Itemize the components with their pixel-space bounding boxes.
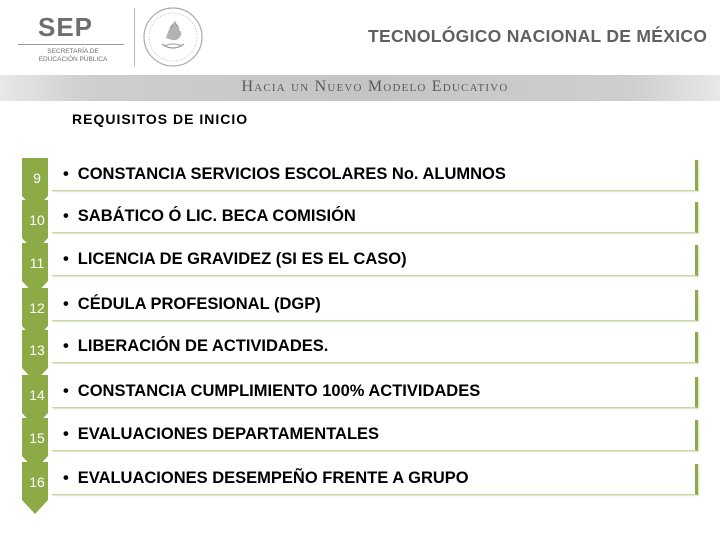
item-box	[52, 202, 698, 233]
item-box	[52, 245, 698, 276]
institution-title: TECNOLÓGICO NACIONAL DE MÉXICO	[368, 26, 708, 46]
sep-subtitle-line2: EDUCACIÓN PÚBLICA	[38, 56, 108, 63]
item-label: SABÁTICO Ó LIC. BECA COMISIÓN	[77, 207, 356, 225]
item-text: • EVALUACIONES DEPARTAMENTALES	[63, 425, 380, 443]
item-text: • CONSTANCIA CUMPLIMIENTO 100% ACTIVIDADES	[63, 382, 481, 400]
sep-logo-word: SEP	[38, 12, 94, 42]
item-text: • SABÁTICO Ó LIC. BECA COMISIÓN	[63, 207, 356, 225]
item-box	[52, 332, 698, 363]
item-number: 10	[29, 212, 45, 228]
item-text: • LIBERACIÓN DE ACTIVIDADES.	[63, 337, 329, 355]
item-text: • CÉDULA PROFESIONAL (DGP)	[63, 295, 321, 313]
item-text: • CONSTANCIA SERVICIOS ESCOLARES No. ALUMNOS	[63, 165, 506, 183]
item-label: CONSTANCIA SERVICIOS ESCOLARES No. ALUMNOS	[77, 165, 506, 183]
item-label: EVALUACIONES DEPARTAMENTALES	[77, 425, 380, 443]
item-label: LICENCIA DE GRAVIDEZ (SI ES EL CASO)	[77, 250, 407, 268]
item-box	[52, 420, 698, 451]
item-number: 16	[29, 474, 45, 490]
item-text: • EVALUACIONES DESEMPEÑO FRENTE A GRUPO	[63, 469, 469, 487]
item-label: LIBERACIÓN DE ACTIVIDADES.	[77, 337, 329, 355]
item-number: 12	[29, 300, 45, 316]
section-title: REQUISITOS DE INICIO	[72, 111, 249, 127]
banner-text: Hacia un Nuevo Modelo Educativo	[241, 78, 509, 95]
item-label: CÉDULA PROFESIONAL (DGP)	[77, 295, 321, 313]
item-label: CONSTANCIA CUMPLIMIENTO 100% ACTIVIDADES	[77, 382, 481, 400]
item-box	[52, 464, 698, 495]
item-number: 15	[29, 430, 45, 446]
item-label: EVALUACIONES DESEMPEÑO FRENTE A GRUPO	[77, 469, 469, 487]
item-box	[52, 290, 698, 321]
list-item	[0, 330, 720, 376]
list-item	[0, 200, 720, 246]
item-text: • LICENCIA DE GRAVIDEZ (SI ES EL CASO)	[63, 250, 407, 268]
list-item	[0, 288, 720, 334]
sep-subtitle-line1: SECRETARÍA DE	[47, 48, 99, 55]
item-box	[52, 377, 698, 408]
item-number: 11	[29, 255, 45, 271]
list-item	[0, 243, 720, 289]
list-item	[0, 418, 720, 464]
list-item	[0, 158, 720, 204]
list-item	[0, 375, 720, 421]
item-number: 14	[29, 387, 45, 403]
item-number: 13	[29, 342, 45, 358]
item-number: 9	[33, 170, 41, 186]
item-box	[52, 160, 698, 191]
list-item	[0, 462, 720, 508]
